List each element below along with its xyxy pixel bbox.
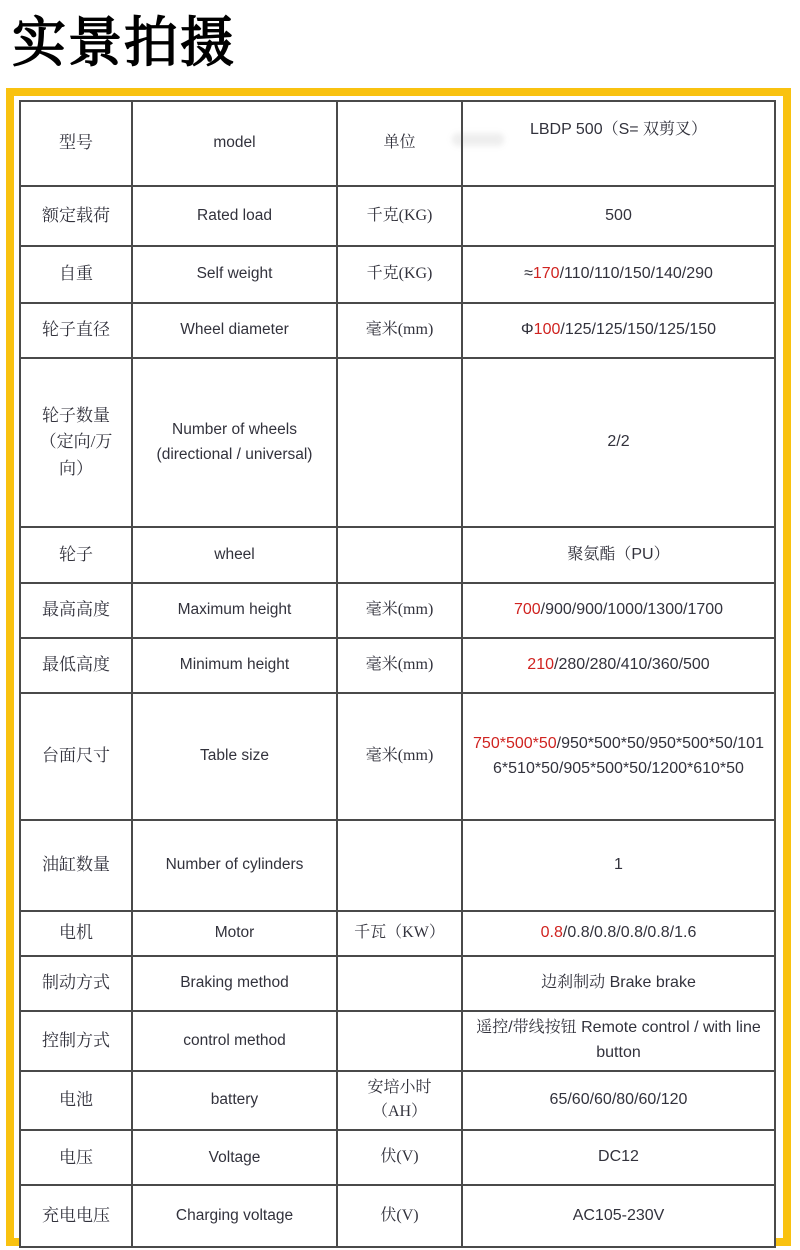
value-part: 500: [605, 206, 632, 224]
table-row: [20, 527, 775, 583]
spec-table: [19, 100, 776, 1248]
en-label-cell: Number of wheels (directional / universal): [132, 358, 337, 527]
table-row: [20, 1011, 775, 1071]
table-row: [20, 638, 775, 693]
value-part: DC12: [598, 1148, 639, 1166]
en-label-cell: Rated load: [132, 186, 337, 246]
value-cell: [462, 956, 775, 1011]
cn-label-cell: 充电电压: [20, 1185, 132, 1247]
value-part: /125/125/150/125/150: [560, 321, 717, 339]
value-cell: [462, 583, 775, 638]
table-row: [20, 303, 775, 358]
table-row: [20, 583, 775, 638]
value-cell: [462, 303, 775, 358]
table-row: [20, 911, 775, 956]
cn-label-cell: 电池: [20, 1071, 132, 1131]
unit-cell: 毫米(mm): [337, 638, 462, 693]
value-part-highlight: 100: [533, 321, 561, 339]
value-part: ≈: [524, 265, 533, 283]
cn-label-cell: 额定载荷: [20, 186, 132, 246]
value-part-highlight: 210: [527, 656, 554, 674]
cn-label-cell: 电压: [20, 1130, 132, 1185]
cn-label-cell: 轮子数量（定向/万向）: [20, 358, 132, 527]
value-part: 聚氨酯（PU）: [567, 545, 670, 563]
en-label-cell: Braking method: [132, 956, 337, 1011]
value-cell: [462, 693, 775, 820]
value-part: /0.8/0.8/0.8/0.8/1.6: [562, 924, 697, 942]
table-row: [20, 246, 775, 303]
en-label-cell: Table size: [132, 693, 337, 820]
unit-cell: 千瓦（KW）: [337, 911, 462, 956]
unit-cell: 毫米(mm): [337, 583, 462, 638]
value-part-highlight: 700: [513, 601, 541, 619]
value-cell: [462, 1185, 775, 1247]
value-part: 2/2: [607, 433, 630, 451]
page-title: 实景拍摄: [12, 11, 236, 74]
value-part: 1: [614, 856, 623, 874]
unit-cell: [337, 358, 462, 527]
en-label-cell: Voltage: [132, 1130, 337, 1185]
value-part: /950*500*50/950*500*50/1016*510*50/905*500*50/1200*610*50: [493, 734, 764, 777]
en-label-cell: Number of cylinders: [132, 820, 337, 911]
value-part: /280/280/410/360/500: [554, 656, 710, 674]
cn-label-cell: 轮子: [20, 527, 132, 583]
value-cell: [462, 101, 775, 186]
table-row: [20, 101, 775, 186]
unit-cell: 安培小时（AH）: [337, 1071, 462, 1131]
cn-label-cell: 电机: [20, 911, 132, 956]
cn-label-cell: 控制方式: [20, 1011, 132, 1071]
value-cell: [462, 1071, 775, 1131]
value-part: 遥控/带线按钮 Remote control / with line button: [476, 1019, 761, 1061]
value-cell: [462, 246, 775, 303]
en-label-cell: Self weight: [132, 246, 337, 303]
unit-cell: [337, 820, 462, 911]
unit-cell: 千克(KG): [337, 246, 462, 303]
en-label-cell: Motor: [132, 911, 337, 956]
value-cell: [462, 911, 775, 956]
table-row: [20, 956, 775, 1011]
value-cell: [462, 358, 775, 527]
table-row: [20, 186, 775, 246]
en-label-cell: battery: [132, 1071, 337, 1131]
cn-label-cell: 自重: [20, 246, 132, 303]
cn-label-cell: 台面尺寸: [20, 693, 132, 820]
unit-cell: 千克(KG): [337, 186, 462, 246]
table-row: [20, 1185, 775, 1247]
value-part-highlight: 170: [532, 265, 560, 283]
cn-label-cell: 油缸数量: [20, 820, 132, 911]
value-cell: [462, 186, 775, 246]
value-cell: [462, 1130, 775, 1185]
cn-label-cell: 最低高度: [20, 638, 132, 693]
cn-label-cell: 型号: [20, 101, 132, 186]
value-part: 65/60/60/80/60/120: [549, 1090, 688, 1108]
unit-cell: 单位: [337, 101, 462, 186]
watermark-smudge: [452, 133, 504, 146]
value-part: /110/110/150/140/290: [559, 265, 713, 283]
table-row: [20, 358, 775, 527]
cn-label-cell: 最高高度: [20, 583, 132, 638]
spec-table-frame: [6, 88, 791, 1246]
unit-cell: [337, 956, 462, 1011]
value-part: /900/900/1000/1300/1700: [540, 601, 724, 619]
en-label-cell: control method: [132, 1011, 337, 1071]
value-cell: [462, 638, 775, 693]
unit-cell: [337, 1011, 462, 1071]
table-row: [20, 820, 775, 911]
value-cell: [462, 527, 775, 583]
table-row: [20, 1071, 775, 1131]
unit-cell: 毫米(mm): [337, 693, 462, 820]
table-row: [20, 1130, 775, 1185]
unit-cell: [337, 527, 462, 583]
en-label-cell: Maximum height: [132, 583, 337, 638]
value-part: LBDP 500（S= 双剪叉）: [529, 121, 708, 138]
en-label-cell: Minimum height: [132, 638, 337, 693]
value-cell: [462, 820, 775, 911]
unit-cell: 伏(V): [337, 1185, 462, 1247]
value-part: AC105-230V: [572, 1206, 665, 1224]
value-cell: [462, 1011, 775, 1071]
value-part: 边刹制动 Brake brake: [541, 974, 696, 992]
en-label-cell: Wheel diameter: [132, 303, 337, 358]
value-part-highlight: 0.8: [540, 924, 563, 942]
en-label-cell: model: [132, 101, 337, 186]
unit-cell: 伏(V): [337, 1130, 462, 1185]
cn-label-cell: 制动方式: [20, 956, 132, 1011]
en-label-cell: wheel: [132, 527, 337, 583]
value-part: Φ: [520, 321, 534, 339]
cn-label-cell: 轮子直径: [20, 303, 132, 358]
value-part-highlight: 750*500*50: [473, 734, 557, 752]
unit-cell: 毫米(mm): [337, 303, 462, 358]
en-label-cell: Charging voltage: [132, 1185, 337, 1247]
table-row: [20, 693, 775, 820]
